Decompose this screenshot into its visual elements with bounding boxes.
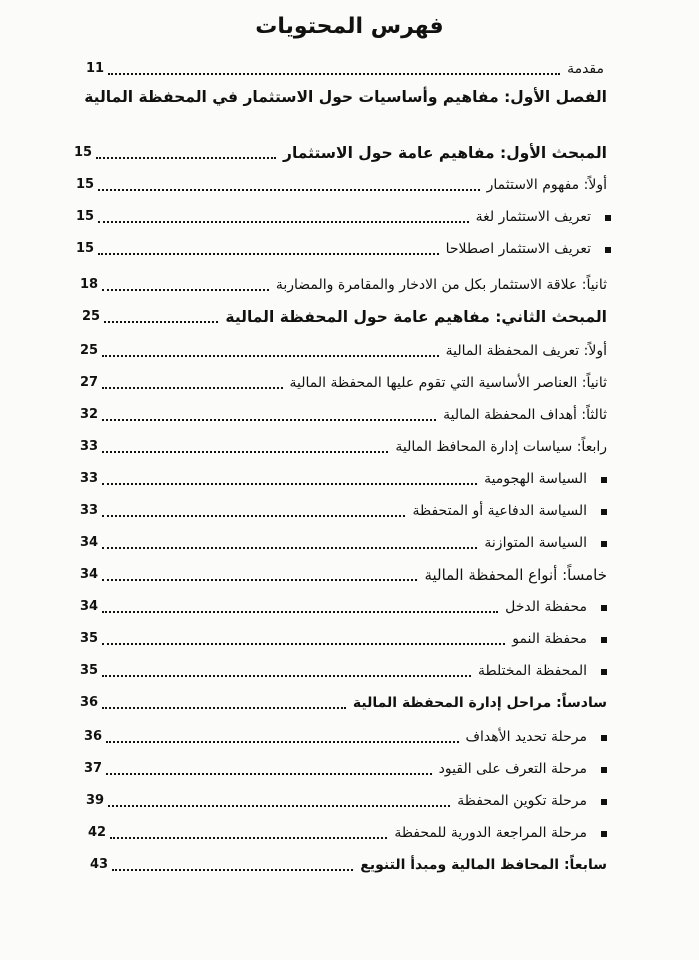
toc-page-number: 11 (86, 61, 105, 76)
toc-page-number: 37 (84, 761, 103, 776)
toc-entry (80, 336, 607, 362)
toc-entry-text: محفظة الدخل (505, 599, 587, 615)
toc-page-number: 39 (86, 793, 105, 808)
toc-dot-leader (102, 707, 346, 709)
chapter-heading: الفصل الأول: مفاهيم وأساسيات حول الاستثمار في المحفظة المالية (84, 88, 607, 106)
toc-entry-bullet (84, 754, 607, 780)
toc-dot-leader (98, 189, 480, 191)
toc-dot-leader (102, 419, 436, 421)
toc-dot-leader (110, 837, 387, 839)
toc-entry-text: السياسة الهجومية (484, 471, 587, 487)
toc-entry-section-2 (82, 302, 607, 328)
toc-entry-text: تعريف الاستثمار لغة (475, 209, 591, 225)
toc-entry-bullet (80, 624, 607, 650)
toc-entry-text: المبحث الأول: مفاهيم عامة حول الاستثمار (283, 144, 607, 162)
toc-entry (80, 368, 607, 394)
toc-dot-leader (102, 547, 477, 549)
toc-entry-text: محفظة النمو (512, 631, 587, 647)
toc-page-number: 15 (74, 145, 93, 160)
toc-entry-text: مرحلة المراجعة الدورية للمحفظة (394, 825, 587, 841)
toc-dot-leader (106, 741, 458, 743)
toc-dot-leader (98, 253, 439, 255)
toc-dot-leader (108, 805, 450, 807)
toc-entry-text: مرحلة التعرف على القيود (438, 761, 587, 777)
toc-dot-leader (96, 157, 276, 159)
toc-dot-leader (108, 73, 560, 75)
toc-entry-text: المبحث الثاني: مفاهيم عامة حول المحفظة المالية (225, 308, 607, 326)
toc-entry-bullet (80, 528, 607, 554)
toc-dot-leader (98, 221, 469, 223)
toc-page-number: 36 (84, 729, 103, 744)
toc-entry (76, 170, 607, 196)
toc-entry-text: السياسة المتوازنة (484, 535, 587, 551)
bullet-icon (601, 767, 607, 773)
toc-dot-leader (102, 289, 269, 291)
bullet-icon (605, 215, 611, 221)
toc-entry (80, 270, 607, 296)
bullet-icon (605, 247, 611, 253)
toc-dot-leader (102, 643, 505, 645)
toc-entry-text: أولاً: مفهوم الاستثمار (486, 177, 607, 193)
toc-entry-bullet (80, 656, 607, 682)
bullet-icon (601, 605, 607, 611)
toc-page-number: 15 (76, 241, 95, 256)
toc-dot-leader (102, 387, 282, 389)
toc-page-number: 32 (80, 407, 99, 422)
toc-entry-text: ثانياً: العناصر الأساسية التي تقوم عليها المحفظة المالية (289, 375, 607, 391)
toc-entry (80, 688, 607, 714)
bullet-icon (601, 831, 607, 837)
bullet-icon (601, 669, 607, 675)
toc-entry (80, 560, 607, 586)
toc-page-number: 34 (80, 567, 99, 582)
toc-page-number: 34 (80, 535, 99, 550)
toc-page-number: 25 (82, 309, 101, 324)
toc-entry-text: خامساً: أنواع المحفظة المالية (424, 566, 607, 584)
toc-entry-bullet (88, 818, 607, 844)
toc-dot-leader (102, 611, 498, 613)
toc-entry-bullet (80, 592, 607, 618)
toc-entry-text: رابعاً: سياسات إدارة المحافظ المالية (395, 439, 607, 455)
toc-entry-bullet (80, 496, 607, 522)
bullet-icon (601, 541, 607, 547)
toc-entry (90, 850, 607, 876)
toc-entry-text: تعريف الاستثمار اصطلاحا (445, 241, 591, 257)
toc-dot-leader (104, 321, 218, 323)
toc-page-number: 15 (76, 177, 95, 192)
toc-entry-text: سابعاً: المحافظ المالية ومبدأ التنويع (360, 857, 607, 873)
toc-entry-bullet (86, 786, 607, 812)
toc-page-number: 18 (80, 277, 99, 292)
toc-page-number: 34 (80, 599, 99, 614)
toc-page-number: 33 (80, 439, 99, 454)
toc-entry-bullet (84, 722, 607, 748)
toc-page-number: 35 (80, 663, 99, 678)
toc-page-number: 27 (80, 375, 99, 390)
toc-entry-text: السياسة الدفاعية أو المتحفظة (412, 503, 587, 519)
toc-page-number: 35 (80, 631, 99, 646)
toc-page-number: 33 (80, 503, 99, 518)
toc-dot-leader (102, 483, 477, 485)
toc-dot-leader (102, 579, 417, 581)
bullet-icon (601, 477, 607, 483)
toc-dot-leader (102, 451, 388, 453)
toc-entry-text: مقدمة (567, 61, 604, 77)
toc-page-number: 33 (80, 471, 99, 486)
toc-entry-text: سادساً: مراحل إدارة المحفظة المالية (352, 695, 607, 711)
toc-dot-leader (112, 869, 353, 871)
toc-entry-section-1 (74, 138, 607, 164)
toc-dot-leader (102, 675, 471, 677)
toc-entry-text: مرحلة تكوين المحفظة (457, 793, 587, 809)
toc-entry-intro (86, 54, 604, 80)
bullet-icon (601, 735, 607, 741)
toc-page-number: 36 (80, 695, 99, 710)
toc-entry (80, 400, 607, 426)
toc-entry-bullet (76, 202, 611, 228)
toc-page-number: 42 (88, 825, 107, 840)
toc-entry-text: ثانياً: علاقة الاستثمار بكل من الادخار والمقامرة والمضاربة (275, 277, 607, 293)
toc-entry-text: المحفظة المختلطة (478, 663, 587, 679)
toc-page-number: 25 (80, 343, 99, 358)
bullet-icon (601, 509, 607, 515)
toc-dot-leader (102, 355, 439, 357)
bullet-icon (601, 637, 607, 643)
toc-dot-leader (106, 773, 432, 775)
toc-entry-bullet (80, 464, 607, 490)
toc-dot-leader (102, 515, 405, 517)
toc-entry-text: مرحلة تحديد الأهداف (465, 729, 587, 745)
page-title: فهرس المحتويات (255, 14, 444, 39)
bullet-icon (601, 799, 607, 805)
toc-entry-text: ثالثاً: أهداف المحفظة المالية (443, 407, 607, 423)
toc-entry-bullet (76, 234, 611, 260)
toc-page-number: 15 (76, 209, 95, 224)
toc-page-number: 43 (90, 857, 109, 872)
toc-entry (80, 432, 607, 458)
toc-entry-text: أولاً: تعريف المحفظة المالية (445, 343, 607, 359)
